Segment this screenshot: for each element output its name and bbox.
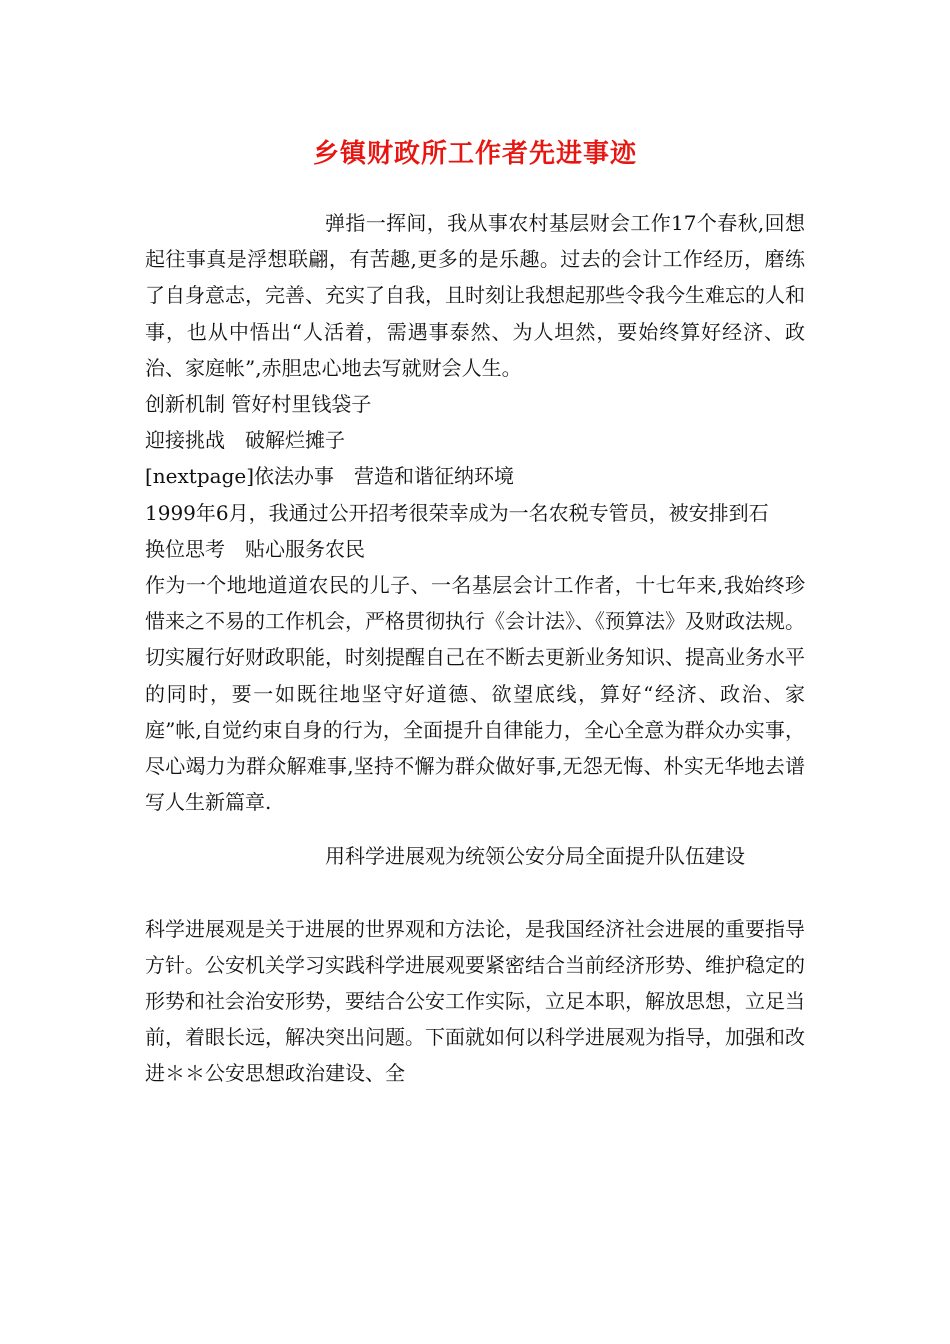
intro-paragraph: 弹指一挥间，我从事农村基层财会工作17个春秋,回想起往事真是浮想联翩，有苦趣,更多的是乐趣。过去的会计工作经历，磨练了自身意志，完善、充实了自我，且时刻让我想起那些令我今生难忘的人和事，也从中悟出“人活着，需遇事泰然、为人坦然，要始终算好经济、政治、家庭帐”,赤胆忠心地去写就财会人生。 — [145, 211, 805, 380]
second-article-title: 用科学进展观为统领公安分局全面提升队伍建设 — [325, 844, 745, 869]
section-heading-innovation: 创新机制 管好村里钱袋子 — [145, 392, 372, 417]
section-heading-challenge: 迎接挑战 破解烂摊子 — [145, 428, 345, 453]
section-heading-service: 换位思考 贴心服务农民 — [145, 536, 365, 561]
paragraph-1999: 1999年6月，我通过公开招考很荣幸成为一名农税专管员，被安排到石 — [145, 500, 769, 525]
section-heading-lawful: [nextpage]依法办事 营造和谐征纳环境 — [145, 464, 515, 489]
document-body — [145, 205, 805, 1092]
paragraph-summary: 作为一个地地道道农民的儿子、一名基层会计工作者，十七年来,我始终珍惜来之不易的工作机会，严格贯彻执行《会计法》、《预算法》及财政法规。切实履行好财政职能，时刻提醒自己在不断去更新业务知识、提高业务水平的同时，要一如既往地坚守好道德、欲望底线，算好“经济、政治、家庭”帐,自觉约束自身的行为，全面提升自律能力，全心全意为群众办实事，尽心竭力为群众解难事,坚持不懈为群众做好事,无怨无悔、朴实无华地去谱写人生新篇章. — [145, 573, 805, 815]
second-article-paragraph: 科学进展观是关于进展的世界观和方法论，是我国经济社会进展的重要指导方针。公安机关学习实践科学进展观要紧密结合当前经济形势、维护稳定的形势和社会治安形势，要结合公安工作实际，立足本职，解放思想，立足当前，着眼长远，解决突出问题。下面就如何以科学进展观为指导，加强和改进＊＊公安思想政治建设、全 — [145, 916, 805, 1086]
document-title: 乡镇财政所工作者先进事迹 — [312, 139, 637, 169]
